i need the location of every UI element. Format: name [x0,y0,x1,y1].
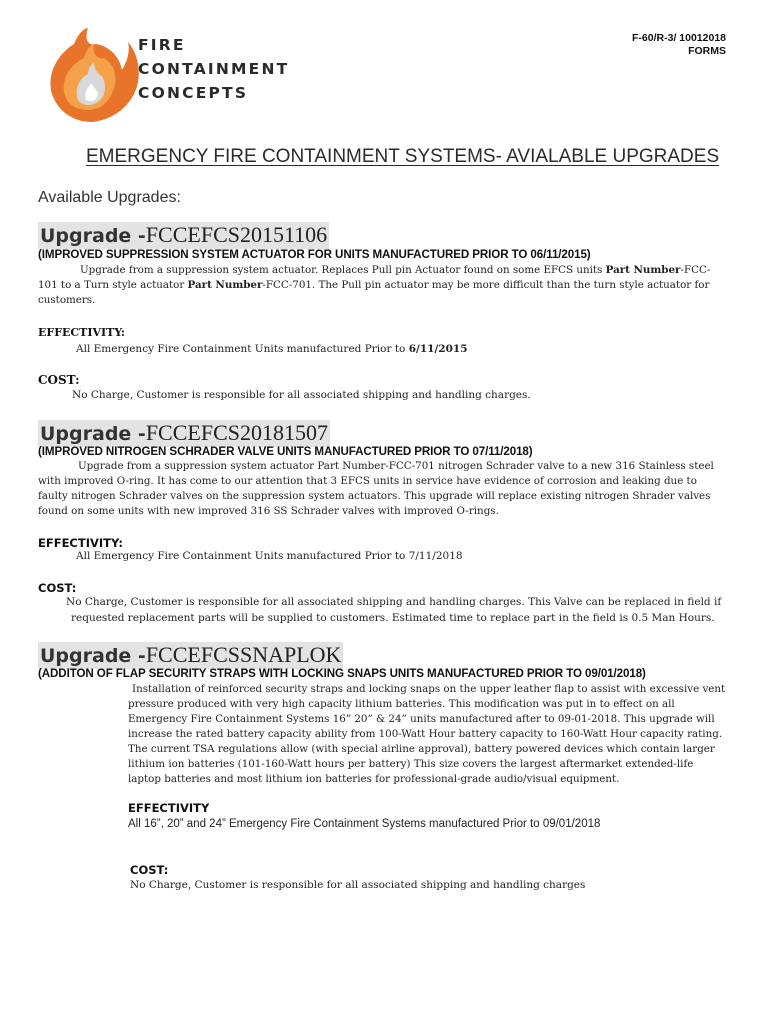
upgrade-2-effectivity-text: All Emergency Fire Containment Units manufactured Prior to 7/11/2018 [76,550,463,562]
upgrade-1-effectivity-text: All Emergency Fire Containment Units manufactured Prior to 6/11/2015 [76,343,468,355]
brand-line-concepts: CONCEPTS [138,84,249,102]
brand-line-fire: FIRE [138,36,186,54]
upgrade-1-subtitle: (IMPROVED SUPPRESSION SYSTEM ACTUATOR FOR UNITS MANUFACTURED PRIOR TO 06/11/2015) [38,248,591,261]
page-title: EMERGENCY FIRE CONTAINMENT SYSTEMS- AVIALABLE UPGRADES [86,146,720,167]
upgrade-3-cost-text: No Charge, Customer is responsible for all associated shipping and handling charges [130,879,586,891]
upgrade-1-description: Upgrade from a suppression system actuator. Replaces Pull pin Actuator found on some EFCS units Part Number-FCC-101 to a Turn style actuator Part Number-FCC-701. The Pull pin actuator may be more difficult than the turn style actuator for customers. [38,264,711,306]
upgrade-prefix: Upgrade - [40,423,146,445]
flame-logo-icon [44,26,144,128]
upgrade-3-effectivity-text: All 16”, 20” and 24” Emergency Fire Containment Systems manufactured Prior to 09/01/2018 [128,818,601,830]
upgrade-code: FCCEFCS20181507 [145,420,328,445]
upgrade-2-cost-line-1: No Charge, Customer is responsible for all associated shipping and handling charges. This Valve can be replaced in field if [66,596,722,608]
upgrade-2-cost-line-2: requested replacement parts will be supplied to customers. Estimated time to replace part in the field is 0.5 Man Hours. [71,612,715,624]
upgrade-1-effectivity-label: EFFECTIVITY: [38,326,125,339]
upgrade-2-cost-label: COST: [38,581,77,595]
upgrade-3-effectivity-label: EFFECTIVITY [128,801,210,815]
form-type: FORMS [688,45,726,57]
form-code: F-60/R-3/ 10012018 [632,32,726,44]
upgrade-3-heading [38,642,343,669]
upgrade-1-cost-label: COST: [38,373,80,387]
upgrade-2-description: Upgrade from a suppression system actuator Part Number-FCC-701 nitrogen Schrader valve to a new 316 Stainless steel with improved O-ring. It has come to our attention that 3 EFCS units in service have evidence of corrosion and leaking due to faulty nitrogen Schrader valves on the suppression system actuators. This upgrade will replace existing nitrogen Shrader valves found on some units with new improved 316 SS Schrader valves with improved O-rings. [38,460,714,517]
upgrade-code: FCCEFCSSNAPLOK [145,642,342,667]
upgrade-2-heading [38,420,330,447]
available-upgrades-label: Available Upgrades: [38,189,181,206]
upgrade-1-heading [38,222,329,249]
upgrade-3-cost-label: COST: [130,863,169,877]
upgrade-prefix: Upgrade - [40,645,146,667]
upgrade-2-effectivity-label: EFFECTIVITY: [38,536,123,550]
upgrade-2-subtitle: (IMPROVED NITROGEN SCHRADER VALVE UNITS MANUFACTURED PRIOR TO 07/11/2018) [38,445,533,458]
upgrade-1-cost-text: No Charge, Customer is responsible for all associated shipping and handling charges. [72,389,531,401]
upgrade-code: FCCEFCS20151106 [145,222,328,247]
upgrade-3-description: Installation of reinforced security straps and locking snaps on the upper leather flap to assist with excessive vent pressure produced with very high capacity lithium batteries. This modification was put in to effect on all Emergency Fire Containment Systems 16” 20” & 24” units manufactured after to 09-01-2018. This upgrade will increase the rated battery capacity ability from 100-Watt Hour battery capacity to 160-Watt Hour capacity rating. The current TSA regulations allow (with special airline approval), battery powered devices which contain larger lithium ion batteries (101-160-Watt hours per battery) This size covers the largest aftermarket extended-life laptop batteries and most lithium ion batteries for professional-grade audio/visual equipment. [128,683,726,785]
upgrade-3-subtitle: (ADDITON OF FLAP SECURITY STRAPS WITH LOCKING SNAPS UNITS MANUFACTURED PRIOR TO 09/01/2018) [38,667,646,680]
brand-line-containment: CONTAINMENT [138,60,290,78]
upgrade-prefix: Upgrade - [40,225,146,247]
